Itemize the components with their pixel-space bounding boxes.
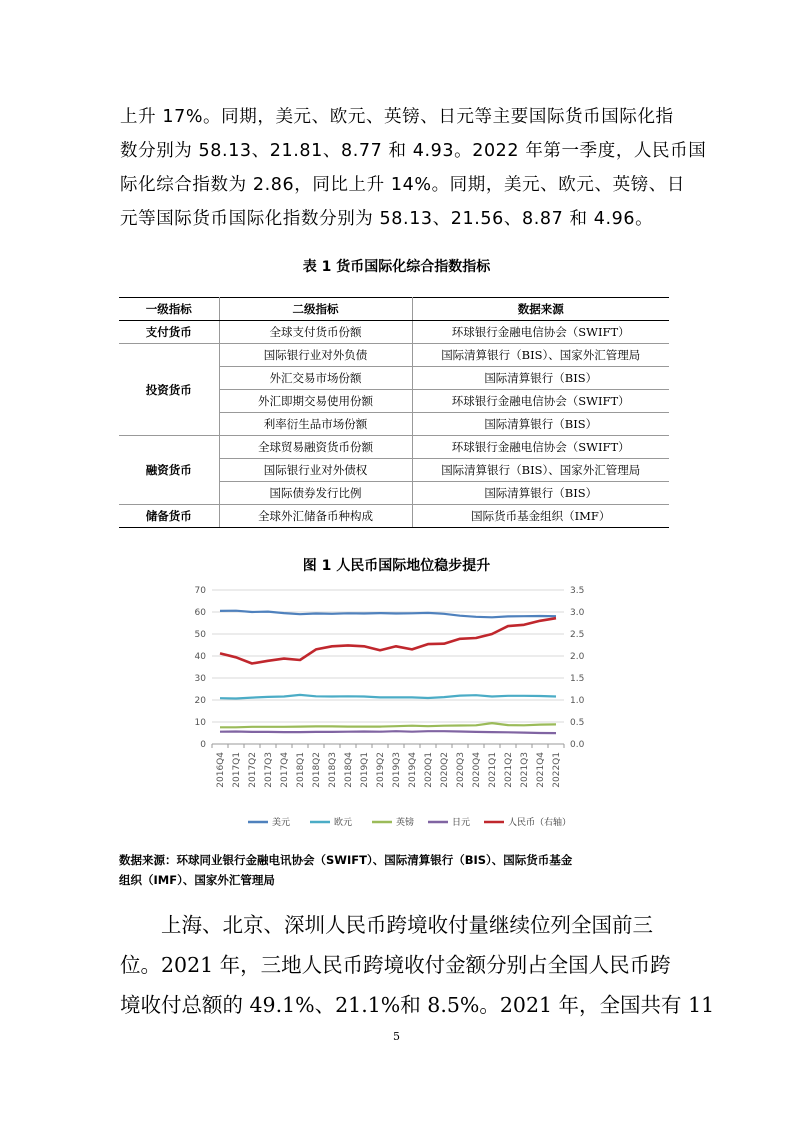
source-cell: 环球银行金融电信协会（SWIFT）: [412, 321, 669, 344]
y-tick-label: 70: [194, 586, 206, 596]
x-tick-label: 2021Q4: [536, 752, 546, 788]
paragraph-line: 境收付总额的 49.1%、21.1%和 8.5%。2021 年，全国共有 11: [120, 993, 715, 1017]
x-tick-label: 2020Q4: [472, 752, 482, 788]
indicator-cell: 全球外汇储备币种构成: [219, 505, 412, 528]
x-tick-label: 2016Q4: [216, 752, 226, 788]
indicator-cell: 全球贸易融资货币份额: [219, 436, 412, 459]
source-cell: 环球银行金融电信协会（SWIFT）: [412, 390, 669, 413]
legend-label: 英镑: [396, 818, 415, 828]
y-tick-label: 40: [194, 652, 206, 662]
y2-tick-label: 0.0: [570, 740, 585, 750]
y-tick-label: 20: [194, 696, 206, 706]
legend-label: 美元: [272, 818, 291, 828]
legend-label: 欧元: [334, 818, 353, 828]
x-tick-label: 2019Q2: [376, 752, 386, 788]
y-tick-label: 10: [194, 718, 206, 728]
x-tick-label: 2019Q4: [408, 752, 418, 788]
paragraph-bottom: [120, 905, 715, 1025]
paragraph-line: 数分别为 58.13、21.81、8.77 和 4.93。2022 年第一季度，人民币国: [120, 141, 707, 161]
y2-tick-label: 2.0: [570, 652, 585, 662]
x-tick-label: 2018Q4: [344, 752, 354, 788]
x-tick-label: 2018Q2: [312, 752, 322, 788]
indicator-cell: 利率衍生品市场份额: [219, 413, 412, 436]
source-cell: 国际清算银行（BIS）: [412, 482, 669, 505]
source-cell: 国际清算银行（BIS）: [412, 367, 669, 390]
source-note: [119, 850, 679, 890]
x-tick-label: 2018Q1: [296, 752, 306, 788]
indicator-cell: 外汇即期交易使用份额: [219, 390, 412, 413]
x-tick-label: 2017Q4: [280, 752, 290, 788]
y2-tick-label: 2.5: [570, 630, 585, 640]
y2-tick-label: 1.5: [570, 674, 585, 684]
x-tick-label: 2021Q1: [488, 752, 498, 788]
currency-index-chart: [180, 578, 600, 840]
paragraph-top: [120, 100, 707, 236]
source-line: 数据来源：环球同业银行金融电讯协会（SWIFT）、国际清算银行（BIS）、国际货币基金: [119, 853, 573, 867]
legend-label: 日元: [452, 818, 471, 828]
paragraph-line: 位。2021 年，三地人民币跨境收付金额分别占全国人民币跨: [120, 953, 671, 977]
legend-label: 人民币（右轴）: [508, 818, 572, 828]
x-tick-label: 2021Q3: [520, 752, 530, 788]
x-tick-label: 2019Q3: [392, 752, 402, 788]
source-cell: 国际清算银行（BIS）、国家外汇管理局: [412, 459, 669, 482]
table-row: [119, 321, 669, 344]
header-level2: 二级指标: [219, 298, 412, 321]
y-tick-label: 50: [194, 630, 206, 640]
page-number: 5: [393, 1030, 400, 1043]
x-tick-label: 2022Q1: [552, 752, 562, 788]
y2-tick-label: 3.0: [570, 608, 585, 618]
header-source: 数据来源: [412, 298, 669, 321]
x-tick-label: 2017Q3: [264, 752, 274, 788]
series-line: [220, 695, 556, 699]
x-tick-label: 2019Q1: [360, 752, 370, 788]
group-label: 投资货币: [119, 344, 219, 436]
x-tick-label: 2018Q3: [328, 752, 338, 788]
x-tick-label: 2017Q1: [232, 752, 242, 788]
x-tick-label: 2017Q2: [248, 752, 258, 788]
x-tick-label: 2021Q2: [504, 752, 514, 788]
table-caption: 表 1 货币国际化综合指数指标: [302, 259, 491, 275]
paragraph-line: 上升 17%。同期，美元、欧元、英镑、日元等主要国际货币国际化指: [120, 107, 674, 127]
series-line: [220, 731, 556, 733]
indicator-table: [119, 297, 669, 528]
paragraph-line: 上海、北京、深圳人民币跨境收付量继续位列全国前三: [161, 913, 653, 937]
y2-tick-label: 3.5: [570, 586, 585, 596]
source-line: 组织（IMF）、国家外汇管理局: [119, 873, 275, 887]
indicator-cell: 国际银行业对外负债: [219, 344, 412, 367]
source-cell: 国际清算银行（BIS）: [412, 413, 669, 436]
y-tick-label: 30: [194, 674, 206, 684]
source-cell: 环球银行金融电信协会（SWIFT）: [412, 436, 669, 459]
table-header-row: [119, 298, 669, 321]
y-tick-label: 60: [194, 608, 206, 618]
series-line: [220, 723, 556, 727]
paragraph-line: 元等国际货币国际化指数分别为 58.13、21.56、8.87 和 4.96。: [120, 209, 654, 229]
table-row: [119, 505, 669, 528]
source-cell: 国际清算银行（BIS）、国家外汇管理局: [412, 344, 669, 367]
header-level1: 一级指标: [119, 298, 219, 321]
table-row: [119, 436, 669, 459]
series-line: [220, 618, 556, 663]
x-tick-label: 2020Q2: [440, 752, 450, 788]
figure-caption: 图 1 人民币国际地位稳步提升: [302, 558, 491, 574]
x-tick-label: 2020Q1: [424, 752, 434, 788]
y-tick-label: 0: [200, 740, 206, 750]
y2-tick-label: 0.5: [570, 718, 585, 728]
indicator-cell: 全球支付货币份额: [219, 321, 412, 344]
group-label: 融资货币: [119, 436, 219, 505]
indicator-cell: 国际债券发行比例: [219, 482, 412, 505]
group-label: 支付货币: [119, 321, 219, 344]
table-row: [119, 344, 669, 367]
y2-tick-label: 1.0: [570, 696, 585, 706]
group-label: 储备货币: [119, 505, 219, 528]
indicator-cell: 外汇交易市场份额: [219, 367, 412, 390]
paragraph-line: 际化综合指数为 2.86，同比上升 14%。同期，美元、欧元、英镑、日: [120, 175, 685, 195]
indicator-cell: 国际银行业对外债权: [219, 459, 412, 482]
x-tick-label: 2020Q3: [456, 752, 466, 788]
source-cell: 国际货币基金组织（IMF）: [412, 505, 669, 528]
